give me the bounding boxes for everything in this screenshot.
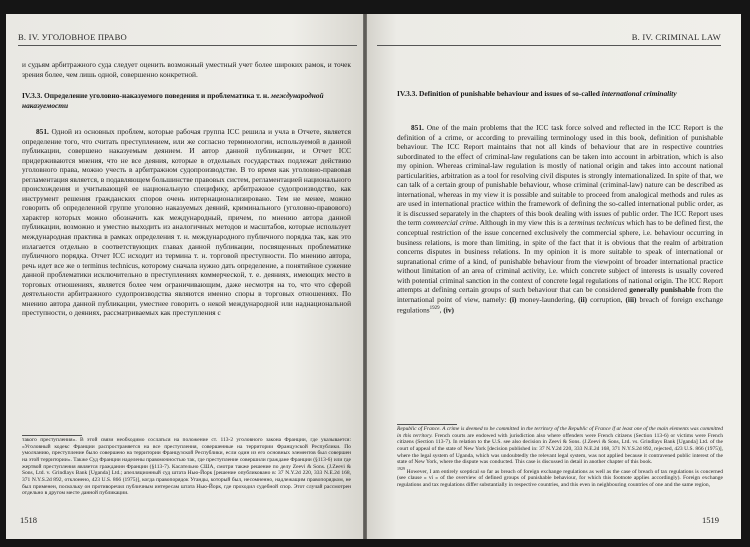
paragraph-851-right	[397, 123, 723, 315]
footnote-rule-left	[22, 435, 82, 436]
paragraph-851-left	[22, 127, 351, 318]
section-title-left	[22, 91, 351, 110]
footnote-ref-1929: 1929	[429, 306, 440, 312]
enum-i: (i)	[509, 294, 517, 304]
paragraph-851-left-text: Одной из основных проблем, которые рабочая группа ICC решила и учла в Отчете, является определение того, что считать преступлением, или же согласно терминологии, используемой в данной публикации, совершено наказуемым деянием. И автор данной публикации, и Отчет ICC придерживаются мнения, что не все деяния, которые в отдельных государствах подлежат действию уголовного права, можно учесть в арбитражном судопроизводстве. В то время как уголовно-правовая регламентация является, в подавляющем большинстве правовых систем, регламентацией национального происхождения и учитывающей ее национальную специфику, арбитражное судопроизводство, как инструмент решения гражданских споров очень интернационализировано. Тем не менее, можно говорить об определенной группе уголовно наказуемых деяний, криминального (уголовно-правового) характер которых можно обозначить как международный, причем, по мнению автора данной публикации, возможно и уместно выходить из аналогичных методов и масштабов, которые использует международная практика в рамках определения т. н. международного публичного порядка так, как это излагается отдельно в соответствующих главах данной публикации, посвященных проблематике публичного порядка. Отчет ICC исходит из термина т. н. торговой преступности. По мнению автора, речь идет все же о terminus technicus, которому сначала нужно дать определение, а понятийное сужение данной проблематики исключительно в преступлениях коммерческой, т. е. деяниях, имеющих место в торговых отношениях, является более чем ограничивающим, даже несмотря на то, что что сферой деятельности арбитражного судопроизводства являются именно споры в торговых отношениях. По мнению автора данной публикации, уместнее говорить о некой международной или наднациональной преступности, о деяниях, рассматриваемых как преступления с	[22, 127, 351, 318]
paragraph-851-right-text-5: which has to be defined first, the conceptual restriction of the issue concerned exclusively the commercial sphere, i.e. behaviour occurring in business relations, is more than limiting, in spite of the fact that it is obvious that the realm of arbitration concerns disputes in business relations. In my opinion it is more suitable to speak of international or supranational crime of a kind, of punishable behaviour from the viewpoint of broader international practice without limitation of an area of criminal activity, i.e. which concrete subject of interests is usually covered with potential criminal sanction in the context of concrete legal regulations of national origin. The ICC Report attempts at defining certain groups of such behaviour that can be considered	[397, 218, 724, 295]
section-title-right-bold: IV.3.3. Definition of punishable behaviour and issues of so-called	[397, 89, 600, 98]
enum-ii: (ii)	[578, 294, 588, 304]
footnote-right-2: However, I am entirely sceptical so far as breach of foreign exchange regulations as well as the case of breach of tax regulations is concerned (see clause « vi » of the overview of defined groups of punishable behaviour, for which this footnote applies accordingly). Foreign exchange regulations and tax regulations differ substantially in respective countries, and this even in neighbouring countries of one and the same region,	[397, 468, 723, 489]
running-head-left: B. IV. УГОЛОВНОЕ ПРАВО	[18, 32, 127, 42]
footnote-rule-right	[397, 424, 457, 425]
footnote-right-1: French courts are endowed with jurisdiction also where offenders were French citizens (Section 113-6) or victims were French citizens (Section 113-7). In relation to the U.S. see also decision in Zeevi & Sons. (J.Zeevi & Sons, Ltd. vs. Grindlays Bank [Uganda] Ltd. of the court of appeal of the state of New York [decision published in: 37 N.Y.2d 220, 333 N.E.2d 168, 371 N.Y.S.2d 892, rejected, 423 U.S. 866 (1975)], where the legal system of Uganda, which was undoubtedly the relevant legal system, was not applied because it contravened public interest of the state of New York, where the dispute was conducted. This case is discussed in detail in another chapter of this book.	[397, 432, 724, 466]
enum-iv: (iv)	[443, 305, 454, 315]
term-generally-punishable: generally punishable	[629, 285, 695, 295]
header-rule-left	[18, 45, 357, 46]
footnote-right-2-number: 1929	[397, 465, 405, 471]
paragraph-851-right-text-13: breach of foreign exchange regulations	[397, 294, 724, 315]
section-title-right	[397, 89, 723, 99]
term-terminus-technicus: terminus technicus	[569, 218, 625, 228]
page-number-left: 1518	[20, 515, 37, 525]
page-number-right: 1519	[702, 515, 719, 525]
term-commercial-crime: commercial crime	[423, 218, 477, 228]
paragraph-851-right-text-11: corruption,	[590, 294, 623, 304]
paragraph-number-right: 851.	[411, 123, 424, 132]
paragraph-851-right-text-1: One of the main problems that the ICC task force solved and reflected in the ICC Report is the definition of a crime, or according to prevailing terminology used in this book, definition of punishable behaviour. The ICC Report maintains that not all kinds of behaviour that are in respective countries subordinated to the effect of criminal-law regulations can be taken into account in arbitration, which is also my opinion. Whereas criminal-law regulation is mostly of national origin and takes into account national particularities, arbitration as a tool for resolving civil disputes is strongly internationalized. In spite of that, we can talk of a certain group of punishable behaviour, whose criminal (criminal-law) nature can be described as international, whereas in my view it is possible and suitable to proceed from analogical methods and rules as are used in international practice within the framework of defining the so-called international public order, as it is discussed separately in the chapters of this book dealing with issues of public order. The ICC Report uses the term	[397, 123, 724, 228]
paragraph-number-left: 851.	[36, 127, 49, 136]
left-page	[6, 14, 363, 539]
section-title-left-italic: международной наказуемости	[22, 91, 324, 110]
running-head-right: B. IV. CRIMINAL LAW	[631, 32, 721, 42]
paragraph-851-right-text-3: . Although in my view this is a	[476, 218, 568, 228]
footnote-right-1-italic: Republic of France. A crime is deemed to be committed in the territory of the Republic of France if at least one of the main elements was committed in this territory.	[397, 426, 723, 439]
paragraph-851-right-text-14: ,	[439, 305, 442, 315]
right-page	[367, 14, 741, 539]
enum-iii: (iii)	[625, 294, 637, 304]
paragraph-851-right-text-9: money-laundering,	[519, 294, 576, 304]
section-title-right-italic: international criminality	[601, 89, 677, 98]
section-title-left-bold: IV.3.3. Определение уголовно-наказуемого поведения и проблематика т. н.	[22, 91, 270, 100]
paragraph-851-right-text-7: from the international point of view, namely:	[397, 285, 723, 304]
intro-paragraph-left: и судьям арбитражного суда следует оценить возможный уместный учет более широких рамок, и точек зрения более, чем лишь одной, совершенно конкретной.	[22, 60, 351, 79]
footnote-left: такого преступления». В этой связи необходимо сослаться на положение ст. 113-2 уголовного закона Франции, где указывается: «Уголовный кодекс Франции распространяется на все преступления, совершенные на территории Французской Республики. По умолчанию, преступление было совершено на территории Французской Республики, если один из его основных элементов был совершен на этой территории». Также Суд Франции наделены правомочностью так, где преступление совершили граждане Франции (§113-6) или где жертвой преступления является гражданин Франции (§113-7). Касательно США, смотри также решение по делу Zeevi & Sons. (J.Zeevi & Sons, Ltd. v. Grindlays Bank [Uganda] Ltd.; апелляционный суд штата Нью-Йорк [решение опубликовано в: 37 N.Y.2d 220, 333 N.E.2d 168, 371 N.Y.S.2d 892, отклонено, 423 U.S. 866 (1975)], когда правопорядок Уганды, который был, несомненно, надлежащим правопорядком, не был применен, поскольку он противоречил публичным интересам штата Нью-Йорк, где проходил судебной спор. Этот случай рассмотрен отдельно в другом месте данной публикации.	[22, 437, 351, 497]
footnotes-right	[397, 426, 723, 489]
header-rule-right	[377, 45, 721, 46]
